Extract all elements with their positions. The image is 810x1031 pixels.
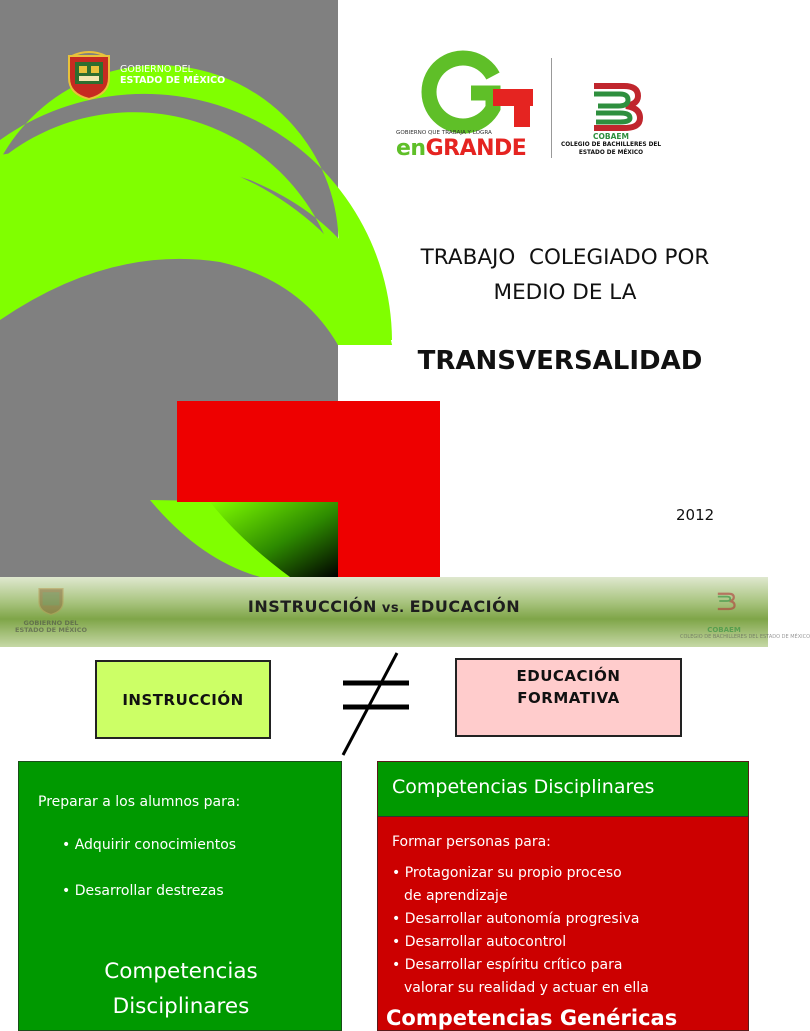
slide-title xyxy=(370,240,760,310)
g-logo-icon xyxy=(396,56,536,130)
instruccion-intro: Preparar a los alumnos para: xyxy=(38,794,241,810)
educacion-item-2: • Desarrollar autonomía progresiva xyxy=(392,911,640,927)
gov-logo-line2: ESTADO DE MÉXICO xyxy=(120,75,226,86)
educacion-box-line2: FORMATIVA xyxy=(517,689,620,707)
cobaem-full-line2: ESTADO DE MÉXICO xyxy=(578,150,644,156)
header-band xyxy=(0,577,810,647)
cobaem-full-name xyxy=(556,141,666,157)
not-equal-icon xyxy=(335,651,415,757)
header-cobaem-full: COLEGIO DE BACHILLERES DEL ESTADO DE MÉXICO xyxy=(680,634,810,640)
cobaem-abbr: COBAEM xyxy=(593,132,629,141)
competencias-genericas-label: Competencias Genéricas xyxy=(386,1006,678,1030)
cobaem-b-icon xyxy=(556,80,666,132)
header-title xyxy=(0,597,768,616)
educacion-intro: Formar personas para: xyxy=(392,834,551,850)
competencias-label-line1: Competencias xyxy=(104,959,258,984)
header-cobaem-b-icon xyxy=(704,581,744,621)
slide-title-line2: MEDIO DE LA xyxy=(493,280,637,305)
comparison-slide xyxy=(0,577,810,1030)
cobaem-logo xyxy=(556,80,666,160)
gov-logo-line1: GOBIERNO DEL xyxy=(120,64,193,75)
engrande-wordmark xyxy=(396,136,526,161)
competencias-label-line2: Disciplinares xyxy=(112,994,250,1019)
engrande-logo xyxy=(396,56,536,160)
state-seal-icon xyxy=(66,50,112,100)
instruccion-bullet-1: • Adquirir conocimientos xyxy=(62,837,237,853)
header-cobaem-abbr: COBAEM xyxy=(707,626,741,634)
header-title-vs: vs. xyxy=(376,601,410,616)
slide-year: 2012 xyxy=(676,506,715,524)
header-title-educacion: EDUCACIÓN xyxy=(409,597,521,616)
educacion-item-4a: • Desarrollar espíritu crítico para xyxy=(392,957,623,973)
educacion-list xyxy=(392,862,649,1000)
educacion-item-1b: de aprendizaje xyxy=(404,888,508,904)
engrande-word-grande: GRANDE xyxy=(425,136,527,161)
logo-divider xyxy=(551,58,552,158)
educacion-box-line1: EDUCACIÓN xyxy=(516,667,621,685)
slide-title-line1: TRABAJO COLEGIADO POR xyxy=(420,245,710,270)
cobaem-full-line1: COLEGIO DE BACHILLERES DEL xyxy=(560,142,662,148)
educacion-panel xyxy=(377,761,749,1031)
header-gov-line2: ESTADO DE MÉXICO xyxy=(15,626,87,634)
educacion-formativa-box xyxy=(455,658,682,737)
instruccion-bullet-2: • Desarrollar destrezas xyxy=(62,883,224,899)
header-cobaem-logo xyxy=(680,581,810,640)
educacion-panel-header-text: Competencias Disciplinares xyxy=(392,776,655,798)
competencias-disciplinares-label xyxy=(19,954,343,1024)
engrande-tagline: GOBIERNO QUE TRABAJA Y LOGRA xyxy=(396,130,492,136)
header-gov-line1: GOBIERNO DEL xyxy=(23,619,79,627)
header-title-instruccion: INSTRUCCIÓN xyxy=(247,597,377,616)
educacion-item-4b: valorar su realidad y actuar en ella xyxy=(404,980,649,996)
gobierno-estado-mexico-logo xyxy=(66,50,225,100)
educacion-panel-header xyxy=(378,762,748,817)
educacion-item-1a: • Protagonizar su propio proceso xyxy=(392,865,622,881)
instruccion-panel xyxy=(18,761,342,1031)
slide-subtitle: TRANSVERSALIDAD xyxy=(417,346,703,376)
educacion-item-3: • Desarrollar autocontrol xyxy=(392,934,567,950)
engrande-word-en: en xyxy=(396,136,426,161)
instruccion-box: INSTRUCCIÓN xyxy=(95,660,271,739)
